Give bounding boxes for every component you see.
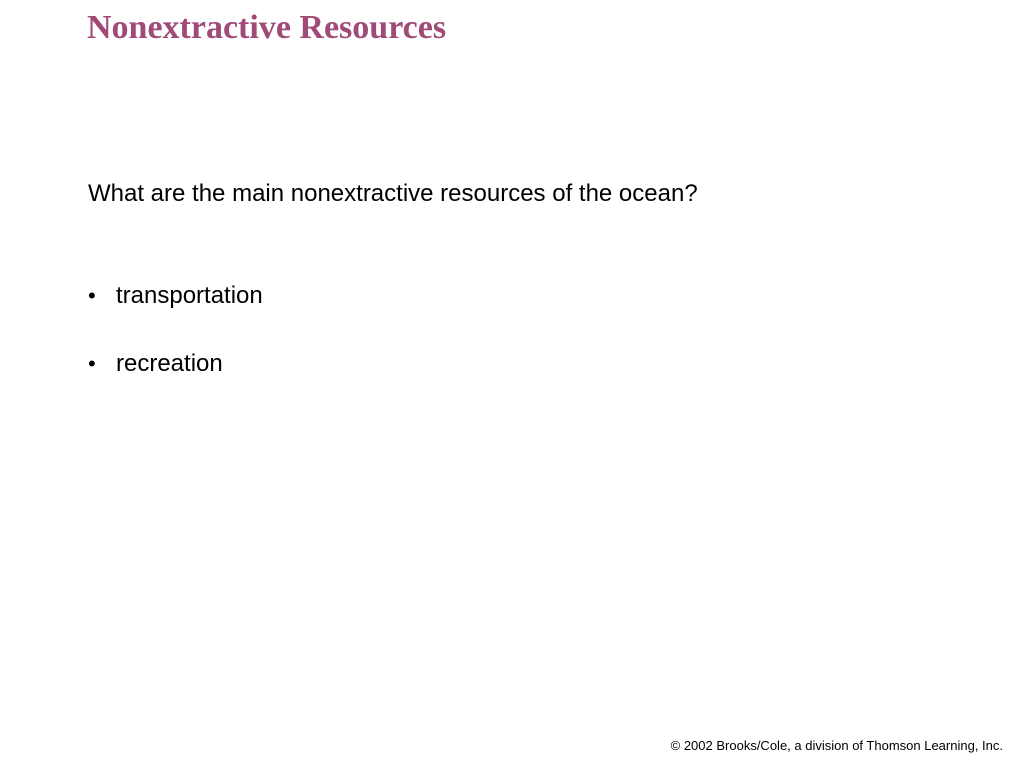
question-text: What are the main nonextractive resources of the ocean? <box>88 180 698 207</box>
bullet-text: transportation <box>116 282 263 309</box>
list-item <box>88 348 263 380</box>
list-item <box>88 280 263 312</box>
bullet-list <box>88 280 263 416</box>
slide-title: Nonextractive Resources <box>87 9 447 46</box>
copyright-footer: © 2002 Brooks/Cole, a division of Thomson Learning, Inc. <box>670 738 1003 753</box>
bullet-text: recreation <box>116 350 223 377</box>
bullet-dot-icon: • <box>88 351 96 376</box>
bullet-dot-icon: • <box>88 283 96 308</box>
